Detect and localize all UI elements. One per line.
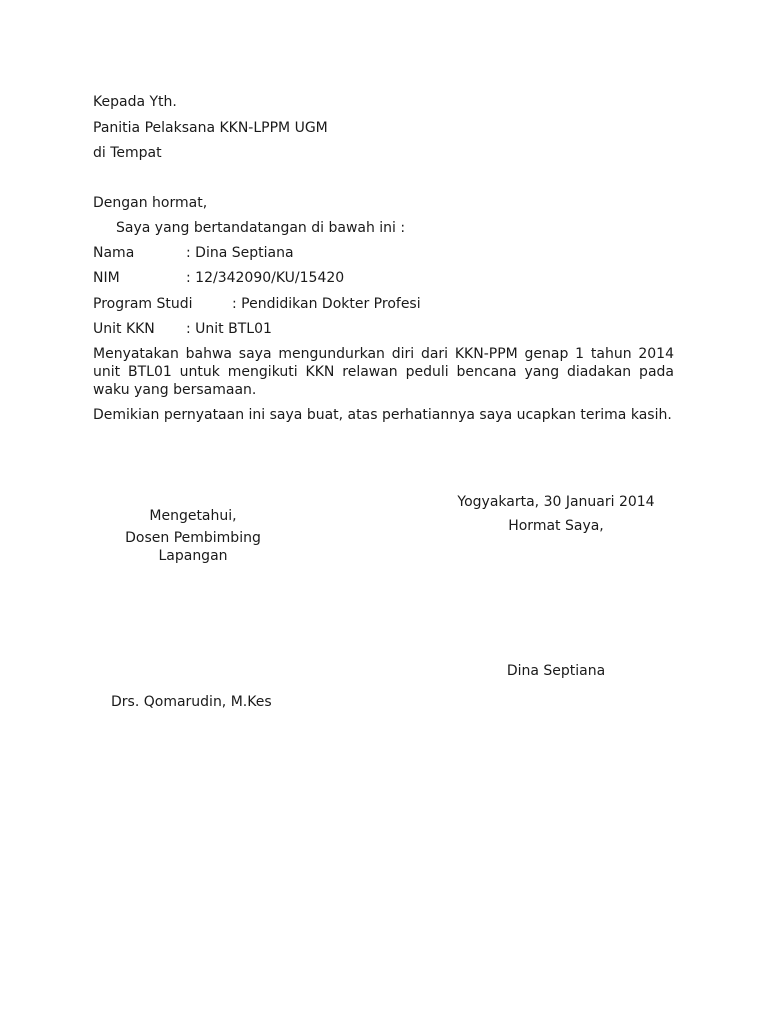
closing-paragraph: Demikian pernyataan ini saya buat, atas perhatiannya saya ucapkan terima kasih. — [93, 407, 672, 423]
greeting: Dengan hormat, — [93, 195, 208, 211]
recipient-salutation: Kepada Yth. — [93, 94, 177, 110]
field-label-unit-kkn: Unit KKN — [93, 321, 155, 337]
supervisor-role-line1: Dosen Pembimbing — [125, 530, 261, 546]
field-value-unit-kkn: : Unit BTL01 — [186, 321, 272, 337]
acknowledged-label: Mengetahui, — [149, 508, 237, 524]
supervisor-role-line2: Lapangan — [158, 548, 228, 564]
field-value-nim: : 12/342090/KU/15420 — [186, 270, 345, 286]
field-label-nim: NIM — [93, 270, 120, 286]
signer-name: Dina Septiana — [506, 663, 606, 679]
place-date: Yogyakarta, 30 Januari 2014 — [457, 494, 655, 510]
statement-paragraph: Menyatakan bahwa saya mengundurkan diri dari KKN-PPM genap 1 tahun 2014 unit BTL01 untuk mengikuti KKN relawan peduli bencana yang diadakan pada waku yang bersamaan. — [93, 346, 674, 398]
intro-line: Saya yang bertandatangan di bawah ini : — [116, 220, 406, 236]
field-value-program-studi: : Pendidikan Dokter Profesi — [232, 296, 421, 312]
supervisor-name: Drs. Qomarudin, M.Kes — [111, 694, 272, 710]
recipient-organization: Panitia Pelaksana KKN-LPPM UGM — [93, 120, 328, 136]
field-value-nama: : Dina Septiana — [186, 245, 294, 261]
field-label-program-studi: Program Studi — [93, 296, 193, 312]
regards: Hormat Saya, — [508, 518, 604, 534]
recipient-place: di Tempat — [93, 145, 162, 161]
field-label-nama: Nama — [93, 245, 135, 261]
